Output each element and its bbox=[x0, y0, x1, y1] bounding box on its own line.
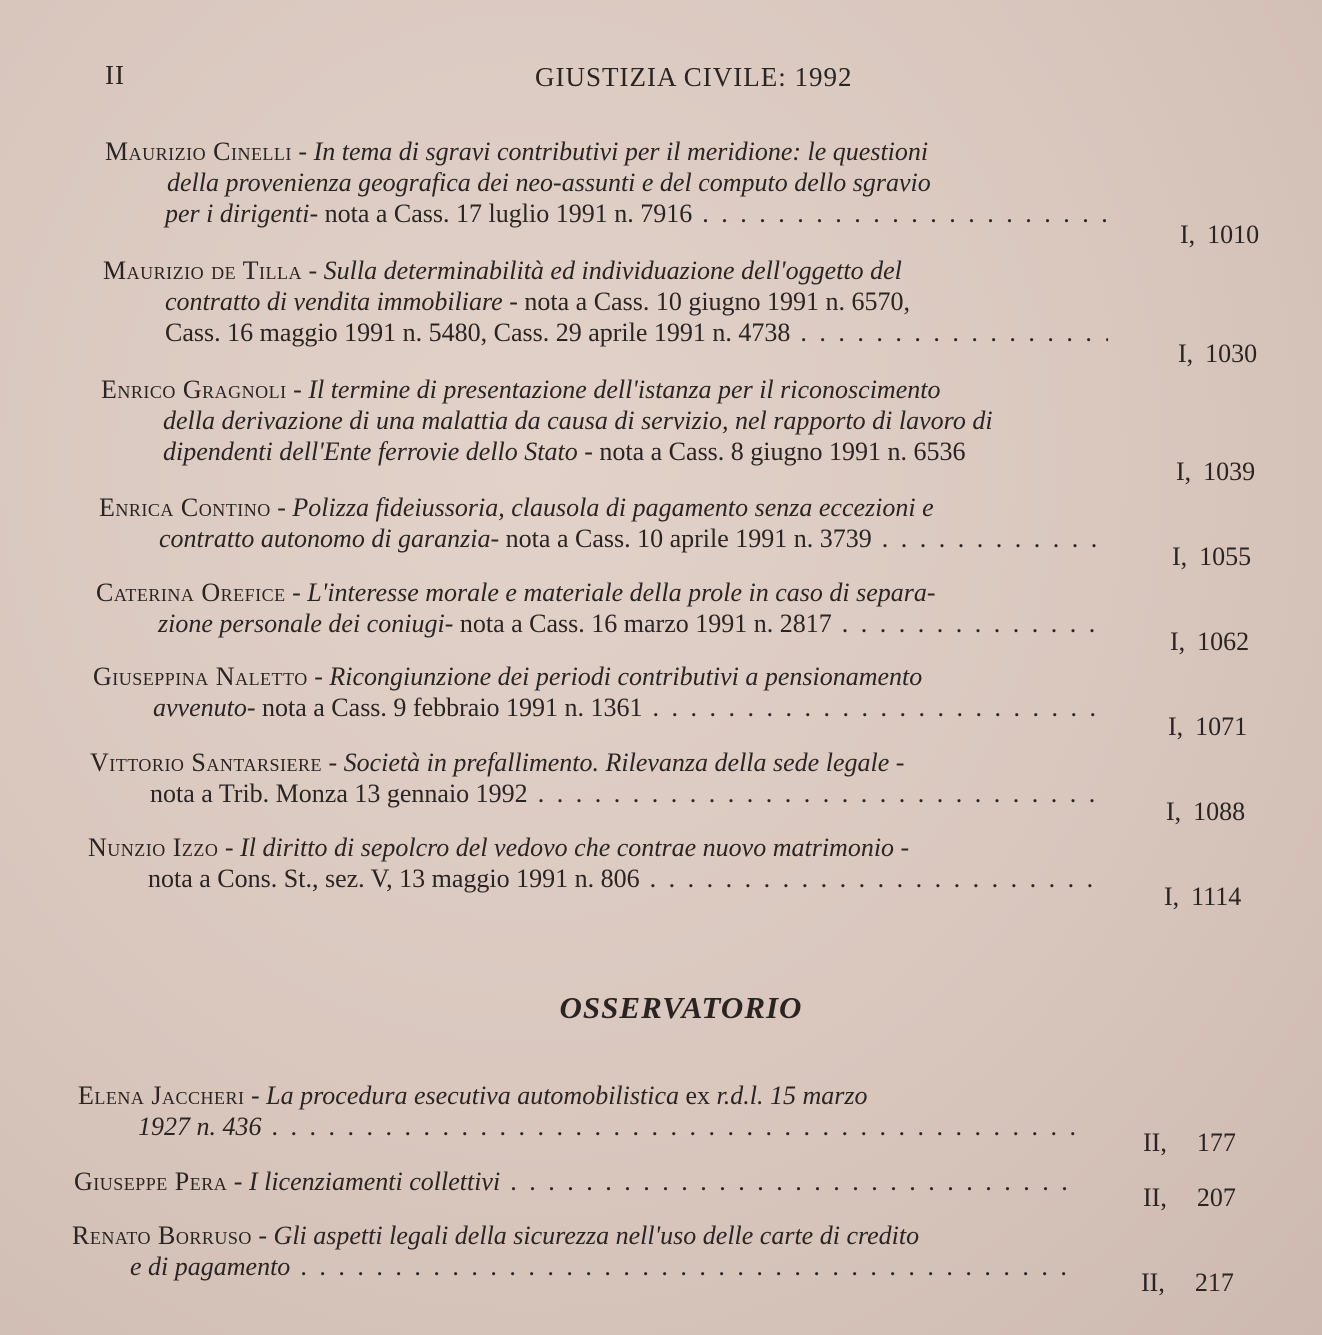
page-number: 1114 bbox=[1191, 882, 1242, 911]
entry-title-line: avvenuto bbox=[153, 693, 247, 722]
entry-page-ref bbox=[1143, 1128, 1236, 1158]
entry-page-ref bbox=[1166, 797, 1245, 827]
entry-author: Caterina Orefice bbox=[96, 578, 286, 607]
page-number: 1055 bbox=[1199, 542, 1252, 571]
entry-title-line: r.d.l. 15 marzo bbox=[710, 1081, 868, 1110]
page-number: 1010 bbox=[1207, 220, 1260, 249]
dot-leader bbox=[300, 1251, 1077, 1282]
entry-title-line: Polizza fideiussoria, clausola di pagamento senza eccezioni e bbox=[292, 493, 934, 522]
entry-citation: Cass. 16 maggio 1991 n. 5480, Cass. 29 aprile 1991 n. 4738 bbox=[165, 318, 791, 347]
entry-citation: - nota a Cass. 16 marzo 1991 n. 2817 bbox=[444, 609, 832, 638]
entry-title-line: Il termine di presentazione dell'istanza per il riconoscimento bbox=[308, 375, 941, 404]
entry-title-line: della derivazione di una malattia da causa di servizio, nel rapporto di lavoro di bbox=[163, 406, 993, 435]
entry-author: Nunzio Izzo bbox=[88, 833, 219, 862]
page-number: 177 bbox=[1196, 1128, 1236, 1157]
entry-title-line: I licenziamenti collettivi bbox=[248, 1167, 501, 1196]
entry-page-ref bbox=[1178, 339, 1257, 369]
dot-leader bbox=[510, 1166, 1079, 1197]
entry-author: Enrico Gragnoli bbox=[101, 375, 287, 404]
entry-citation: nota a Trib. Monza 13 gennaio 1992 bbox=[150, 779, 528, 808]
entry-citation: - nota a Cass. 9 febbraio 1991 n. 1361 bbox=[246, 693, 643, 722]
entry-page-ref bbox=[1180, 220, 1259, 250]
entry-title-line: contratto di vendita immobiliare bbox=[165, 287, 503, 316]
entry-author: Vittorio Santarsiere bbox=[90, 748, 322, 777]
dot-leader bbox=[650, 863, 1093, 894]
entry-author: Renato Borruso bbox=[72, 1221, 252, 1250]
entry-title-line: e di pagamento bbox=[130, 1252, 291, 1281]
entry-title-line: In tema di sgravi contributivi per il meridione: le questioni bbox=[313, 137, 929, 166]
entry-author: Elena Jaccheri bbox=[78, 1081, 245, 1110]
entry-title-line: zione personale dei coniugi bbox=[158, 609, 445, 638]
dot-leader bbox=[800, 317, 1108, 348]
entry-title-line: Il diritto di sepolcro del vedovo che contrae nuovo matrimonio - bbox=[240, 833, 910, 862]
volume-part: II, bbox=[1141, 1268, 1165, 1297]
entry-title-line: L'interesse morale e materiale della prole in caso di separa- bbox=[307, 578, 936, 607]
entry-title-line: La procedura esecutiva automobilistica bbox=[266, 1081, 686, 1110]
entry-title-line: dipendenti dell'Ente ferrovie dello Stato bbox=[163, 437, 578, 466]
page-number: 1030 bbox=[1205, 339, 1258, 368]
entry-author: Enrica Contino bbox=[99, 493, 271, 522]
dot-leader bbox=[842, 608, 1101, 639]
volume-part: I, bbox=[1170, 627, 1186, 656]
volume-part: I, bbox=[1164, 882, 1180, 911]
page-number: 1039 bbox=[1203, 457, 1256, 486]
entry-citation: - nota a Cass. 10 aprile 1991 n. 3739 bbox=[490, 524, 872, 553]
page-number: 217 bbox=[1194, 1268, 1234, 1297]
entry-citation: - nota a Cass. 17 luglio 1991 n. 7916 bbox=[309, 199, 693, 228]
entry-author: Giuseppe Pera bbox=[74, 1167, 228, 1196]
entry-title-line: contratto autonomo di garanzia bbox=[159, 524, 491, 553]
book-page: II GIUSTIZIA CIVILE: 1992 Maurizio Cinelli - In tema di sgravi contributivi per il meridione: le questioni della provenienza geografica dei neo-assunti e del computo dello sgravio per i dirigenti - nota a Cass. 17 luglio 1991 n. 7916 . . . I, 1010 Maurizio de Tilla - Sulla determinabilità ed individuazione dell'oggetto del contratto di vendita immobiliare - nota a Cass. 10 giugno 1991 n. 6570, Cass. 16 maggio 1991 n. 5480, Cass. 29 aprile 1991 n. 4738 . . . I, 1030 Enrico Gragnoli - Il termine di presentazione dell'istanza per il riconoscimento della derivazione di una malattia da causa di servizio, nel rapporto di lavoro di dipendenti dell'Ente ferrovie dello Stato - nota a Cass. 8 giugno 1991 n. 6536 I, 1039 Enrica Contino - Polizza fideiussoria, clausola di pagamento senza eccezioni e contratto autonomo di garanzia - nota a Cass. 10 aprile 1991 n. 3739 . . . I, 1055 Caterina Orefice - L'interesse morale e materiale della prole in caso di separa- zione personale dei coniugi - nota a Cass. 16 marzo 1991 n. 2817 . . . I, 1062 Giuseppina Naletto - Ricongiunzione dei periodi contributivi a pensionamento avvenuto - nota a Cass. 9 febbraio 1991 n. 1361 . . . I, 1071 Vittorio Santarsiere - Società in prefallimento. Rilevanza della sede legale - nota a Trib. Monza 13 gennaio 1992 . . . I, 1088 Nunzio Izzo - Il diritto di sepolcro del vedovo che contrae nuovo matrimonio - nota a Cons. St., sez. V, 13 maggio 1991 n. 806 . . . I, 1114 OSSERVATORIO Elena Jaccheri - La procedura esecutiva automobilistica ex r.d.l. 15 marzo 1927 n. 436 . . . II, 177 Giuseppe Pera - I licenziamenti collettivi . . . II, 207 Renato Borruso - Gli aspetti legali della sicurezza nell'uso delle carte di credito e di pagamento . . . II, 217 bbox=[0, 0, 1322, 1335]
dot-leader bbox=[882, 523, 1104, 554]
entry-title-line: Sulla determinabilità ed individuazione dell'oggetto del bbox=[323, 256, 902, 285]
page-number: 1088 bbox=[1193, 797, 1246, 826]
volume-part: I, bbox=[1180, 220, 1196, 249]
entry-page-ref bbox=[1170, 627, 1249, 657]
entry-title-line: della provenienza geografica dei neo-assunti e del computo dello sgravio bbox=[167, 168, 931, 197]
volume-part: I, bbox=[1166, 797, 1182, 826]
entry-citation: nota a Cons. St., sez. V, 13 maggio 1991 n. 806 bbox=[148, 864, 640, 893]
journal-title: GIUSTIZIA CIVILE: 1992 bbox=[535, 62, 853, 92]
entry-citation: - nota a Cass. 10 giugno 1991 n. 6570, bbox=[502, 287, 911, 316]
entry-citation: - nota a Cass. 8 giugno 1991 n. 6536 bbox=[577, 437, 966, 466]
page-number: 1071 bbox=[1195, 712, 1248, 741]
entry-page-ref bbox=[1164, 882, 1241, 912]
dot-leader bbox=[538, 778, 1095, 809]
entry-page-ref bbox=[1141, 1268, 1234, 1298]
entry-author: Maurizio de Tilla bbox=[103, 256, 302, 285]
page-folio: II bbox=[105, 60, 125, 90]
dot-leader bbox=[702, 198, 1110, 229]
volume-part: II, bbox=[1143, 1128, 1167, 1157]
entry-title-line: 1927 n. 436 bbox=[138, 1112, 262, 1141]
volume-part: I, bbox=[1172, 542, 1188, 571]
volume-part: II, bbox=[1143, 1183, 1167, 1212]
entry-page-ref bbox=[1143, 1183, 1236, 1213]
entry-page-ref bbox=[1172, 542, 1251, 572]
entry-title-line: Ricongiunzione dei periodi contributivi a pensionamento bbox=[329, 662, 923, 691]
entry-author: Maurizio Cinelli bbox=[105, 137, 292, 166]
page-number: 207 bbox=[1196, 1183, 1236, 1212]
volume-part: I, bbox=[1176, 457, 1192, 486]
entry-title-line: Società in prefallimento. Rilevanza della sede legale - bbox=[343, 748, 905, 777]
entry-title-line: per i dirigenti bbox=[165, 199, 310, 228]
entry-title-line: Gli aspetti legali della sicurezza nell'uso delle carte di credito bbox=[273, 1221, 920, 1250]
entry-title-roman: ex bbox=[685, 1081, 711, 1110]
dot-leader bbox=[272, 1111, 1084, 1142]
entry-page-ref bbox=[1176, 457, 1255, 487]
entry-author: Giuseppina Naletto bbox=[93, 662, 308, 691]
page-number: 1062 bbox=[1197, 627, 1250, 656]
section-heading: OSSERVATORIO bbox=[559, 990, 803, 1025]
entry-page-ref bbox=[1168, 712, 1247, 742]
volume-part: I, bbox=[1178, 339, 1194, 368]
dot-leader bbox=[653, 692, 1098, 723]
volume-part: I, bbox=[1168, 712, 1184, 741]
running-head bbox=[105, 60, 1255, 100]
